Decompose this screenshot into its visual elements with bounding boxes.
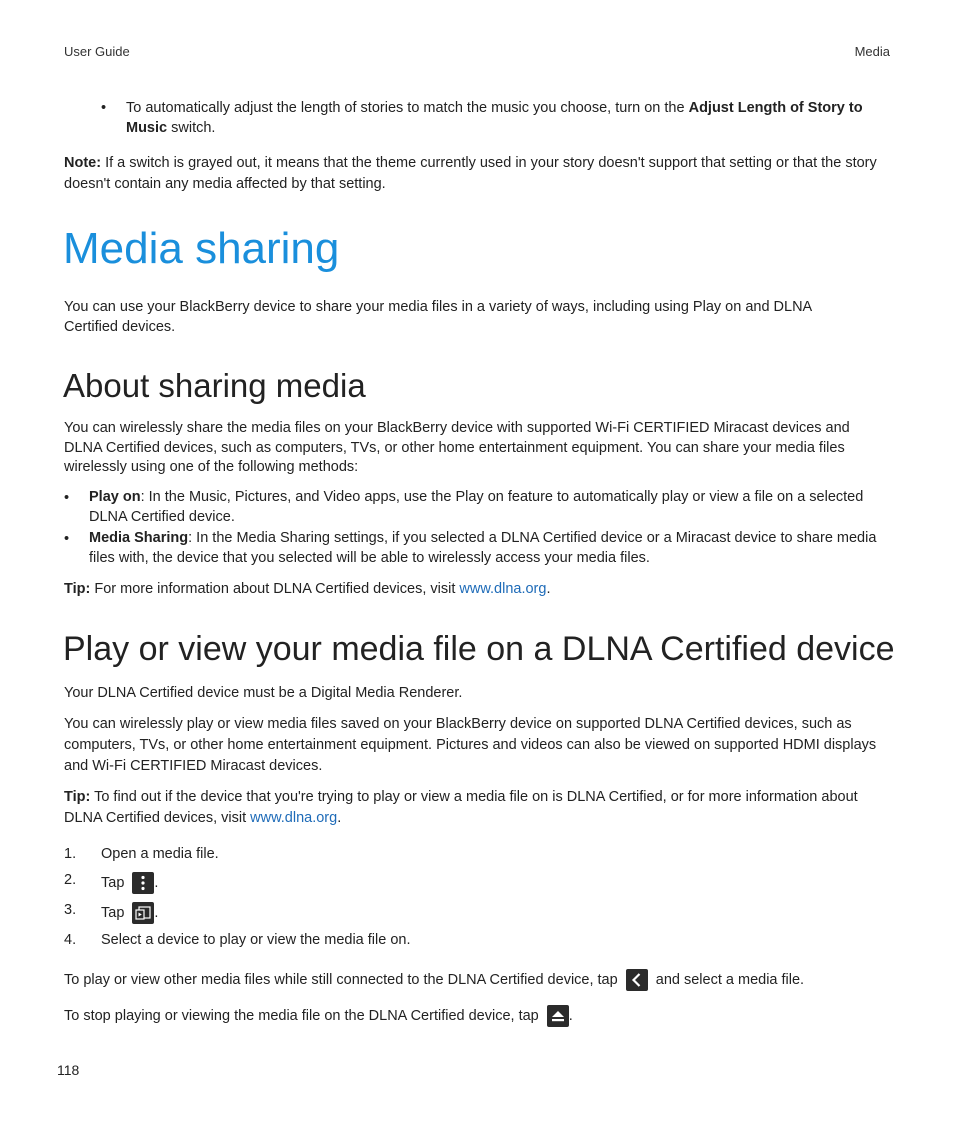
tip-label: Tip: (64, 789, 91, 805)
list-item-bold: Media Sharing (89, 530, 189, 546)
list-item-media-sharing (89, 529, 879, 568)
step-end: . (154, 874, 159, 891)
bullet-dot: • (101, 100, 107, 116)
heading-about-sharing-media: About sharing media (63, 367, 366, 404)
step-number: 3. (64, 902, 77, 918)
step-end: . (154, 904, 159, 921)
tip-end: . (546, 581, 551, 597)
list-item-play-on (89, 488, 894, 527)
play-on-icon (132, 902, 154, 924)
dlna-link[interactable]: www.dlna.org (459, 581, 547, 597)
tip-end: . (337, 810, 342, 826)
section2-body: You can wirelessly share the media files on your BlackBerry device with supported Wi-Fi CERTIFIED Miracast devices and DLNA Certified devices, such as computers, TVs, or other home entertainment equipment. You can share your media files wirelessly using one of the following methods: (64, 420, 850, 475)
instruction-text: To stop playing or viewing the media file on the DLNA Certified device, tap (64, 1007, 539, 1024)
step-3 (101, 902, 158, 924)
back-instruction (64, 969, 924, 991)
page-number: 118 (57, 1062, 80, 1078)
instruction-end: . (568, 1007, 573, 1024)
header-left: User Guide (64, 44, 130, 59)
list-item-text: : In the Music, Pictures, and Video apps, use the Play on feature to automatically play or view a file on a selected DLNA Certified device. (89, 489, 864, 525)
step-number: 4. (64, 932, 77, 948)
header-right: Media (854, 44, 890, 59)
intro-bullet-text: To automatically adjust the length of stories to match the music you choose, turn on the (126, 100, 689, 116)
tip-text: To find out if the device that you're trying to play or view a media file on is DLNA Certified, or for more information about DLNA Certified devices, visit (64, 789, 858, 826)
bullet-dot: • (64, 490, 70, 506)
dlna-link[interactable]: www.dlna.org (250, 810, 338, 826)
intro-bullet (126, 98, 894, 138)
heading-play-or-view-dlna: Play or view your media file on a DLNA Certified device (63, 630, 895, 668)
section1-body: You can use your BlackBerry device to share your media files in a variety of ways, including using Play on and DLNA Certified devices. (64, 299, 812, 335)
back-icon (626, 969, 648, 991)
step-2 (101, 872, 158, 894)
list-item-text: : In the Media Sharing settings, if you selected a DLNA Certified device or a Miracast device to share media files with, the device that you selected will be able to wirelessly access your media files. (89, 530, 877, 566)
step-text: Tap (101, 874, 125, 891)
step-number: 2. (64, 872, 77, 888)
step-number: 1. (64, 846, 77, 862)
stop-instruction (64, 1005, 924, 1027)
more-actions-icon (132, 872, 154, 894)
note (64, 153, 890, 195)
note-text: If a switch is grayed out, it means that the theme currently used in your story doesn't support that setting or that the story doesn't contain any media affected by that setting. (64, 155, 877, 192)
instruction-text-end: and select a media file. (655, 971, 805, 988)
eject-icon (547, 1005, 569, 1027)
tip-text: For more information about DLNA Certified devices, visit (90, 581, 460, 597)
tip-label: Tip: (64, 581, 91, 597)
intro-bullet-bold: Adjust Length of Story to Music (126, 100, 863, 136)
note-label: Note: (64, 155, 102, 171)
step-text: Select a device to play or view the media file on. (101, 932, 411, 948)
intro-bullet-end: switch. (167, 120, 216, 136)
list-item-bold: Play on (89, 489, 141, 505)
step-text: Tap (101, 904, 125, 921)
section3-p1: Your DLNA Certified device must be a Digital Media Renderer. (64, 685, 463, 701)
heading-media-sharing: Media sharing (63, 224, 340, 273)
section3-p2: You can wirelessly play or view media files saved on your BlackBerry device on supported DLNA Certified devices, such as computers, TVs, or other home entertainment equipment. Pictures and videos can also be viewed on supported HDMI displays and Wi-Fi CERTIFIED Miracast devices. (64, 716, 877, 774)
step-text: Open a media file. (101, 846, 219, 862)
section2-tip (64, 579, 890, 599)
instruction-text: To play or view other media files while still connected to the DLNA Certified device, tap (64, 971, 618, 988)
section3-tip (64, 787, 890, 829)
bullet-dot: • (64, 531, 70, 547)
